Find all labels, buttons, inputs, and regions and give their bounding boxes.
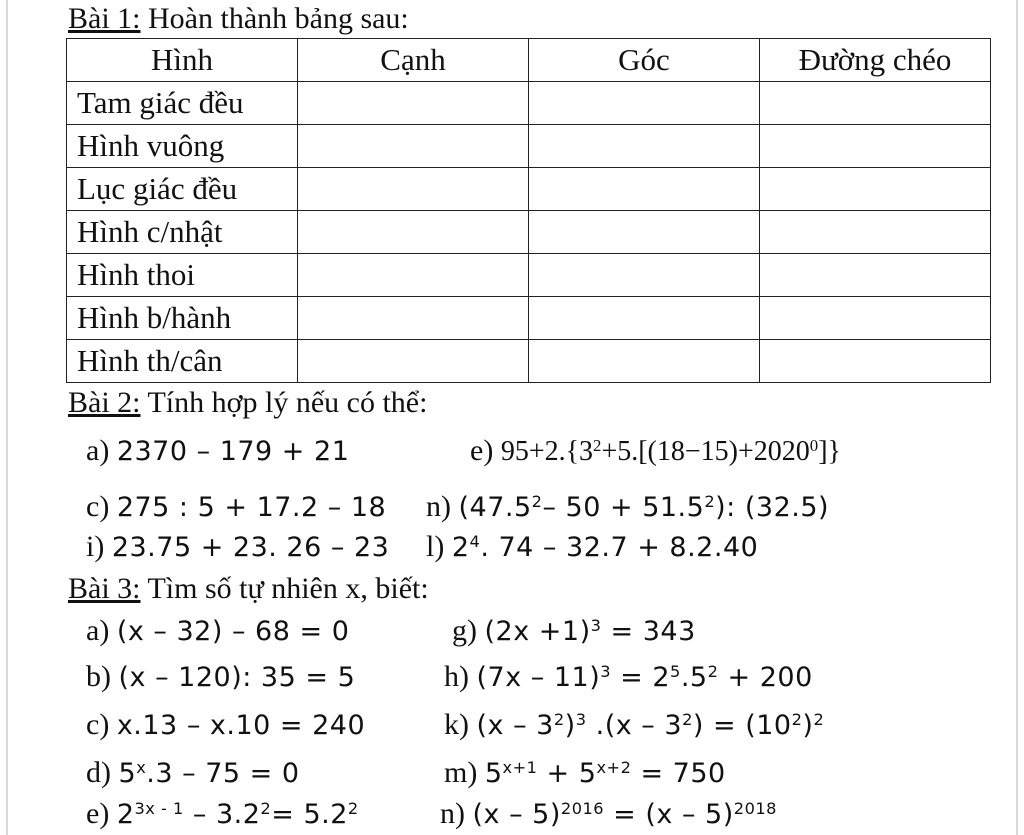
cell-empty [760,82,991,125]
bai3-item-c [86,708,365,743]
cell-empty [298,82,529,125]
cell-empty [298,125,529,168]
header-duong-cheo: Đường chéo [760,39,991,82]
bai1-text: Hoàn thành bảng sau: [140,2,409,35]
item-label: e) [470,434,494,467]
cell-empty [529,168,760,211]
cell-empty [529,211,760,254]
cell-empty [529,125,760,168]
table-row [67,82,991,125]
bai3-item-e [86,797,359,832]
bai2-label: Bài 2: [68,386,141,419]
item-label: n) [440,797,465,830]
item-label: g) [452,614,477,647]
item-expression: (47.5$^2$– $50 + 51.5^2$): (32.5) [458,492,830,523]
bai2-item-a [86,434,349,469]
item-label: a) [86,434,110,467]
item-expression: (x – 5)$^{2016}$ = (x – 5)$^{2018}$ [472,799,777,830]
item-expression: 5$^x$.3 – 75 = 0 [118,758,300,789]
item-label: c) [86,708,110,741]
bai3-item-n [440,797,777,832]
item-label: e) [86,797,110,830]
row-name: Tam giác đều [67,82,298,125]
bai2-heading [68,386,427,420]
header-goc: Góc [529,39,760,82]
bai3-heading [68,572,429,606]
table-row [67,297,991,340]
item-expression: $(x - 3^2)^3$ $.(x - 3^2) = (10^2)^2$ [476,710,825,741]
bai3-label: Bài 3: [68,572,141,605]
item-label: h) [444,660,469,693]
cell-empty [298,254,529,297]
item-label: m) [444,756,478,789]
item-expression: 2370 – 179 + 21 [116,436,350,467]
page-left-edge [6,0,8,835]
cell-empty [298,340,529,383]
bai1-table [66,38,991,383]
row-name: Hình c/nhật [67,211,298,254]
bai3-item-b [86,660,355,695]
bai3-item-k [444,708,824,743]
item-expression: $(7x - 11)^3 = 2^5.5^2 + 200$ [476,662,813,693]
page-right-edge [1016,0,1018,835]
item-expression: $95+2.\{3^2+5.[(18-15)+2020^0]\}$ [500,435,841,467]
item-expression: $5^{x+1} + 5^{x+2} = 750$ [484,758,726,789]
cell-empty [529,82,760,125]
table-row [67,125,991,168]
cell-empty [298,297,529,340]
bai2-item-c [86,490,386,525]
row-name: Hình th/cân [67,340,298,383]
item-expression: (x – 32) – 68 = 0 [116,616,350,647]
bai3-item-g [452,614,696,649]
item-expression: $(2x +1)^3 = 343$ [484,616,696,647]
item-expression: (x – 120): 35 = 5 [118,662,356,693]
bai3-item-a [86,614,349,649]
item-expression: $2^4$. 74 – 32.7 + 8.2.40 [451,532,759,563]
row-name: Lục giác đều [67,168,298,211]
bai2-item-l [426,530,758,565]
bai2-item-i [86,530,389,565]
item-label: n) [426,490,451,523]
item-expression: x.13 – x.10 = 240 [116,710,366,741]
cell-empty [760,340,991,383]
item-label: a) [86,614,110,647]
bai3-item-d [86,756,300,791]
item-label: l) [426,530,445,563]
header-hinh: Hình [67,39,298,82]
table-row [67,254,991,297]
row-name: Hình vuông [67,125,298,168]
bai1-label: Bài 1: [68,2,141,35]
cell-empty [529,340,760,383]
cell-empty [760,125,991,168]
item-label: c) [86,490,110,523]
bai2-item-n [426,490,829,525]
cell-empty [529,254,760,297]
item-expression: $2^{3x - 1} - 3.2^2= 5.2^2$ [116,799,359,830]
bai3-text: Tìm số tự nhiên x, biết: [140,572,429,605]
item-label: d) [86,756,111,789]
item-expression: 23.75 + 23. 26 – 23 [111,532,390,563]
cell-empty [298,168,529,211]
table-row [67,211,991,254]
table-row [67,168,991,211]
header-canh: Cạnh [298,39,529,82]
bai2-text: Tính hợp lý nếu có thể: [140,386,428,419]
bai1-heading [68,2,409,36]
row-name: Hình thoi [67,254,298,297]
table-header-row [67,39,991,82]
row-name: Hình b/hành [67,297,298,340]
bai2-item-e [470,434,841,469]
cell-empty [760,168,991,211]
cell-empty [760,297,991,340]
bai3-item-m [444,756,726,791]
cell-empty [298,211,529,254]
item-label: b) [86,660,111,693]
item-label: k) [444,708,469,741]
cell-empty [760,254,991,297]
table-row [67,340,991,383]
item-expression: 275 : 5 + 17.2 – 18 [116,492,387,523]
item-label: i) [86,530,105,563]
cell-empty [760,211,991,254]
cell-empty [529,297,760,340]
bai3-item-h [444,660,813,695]
